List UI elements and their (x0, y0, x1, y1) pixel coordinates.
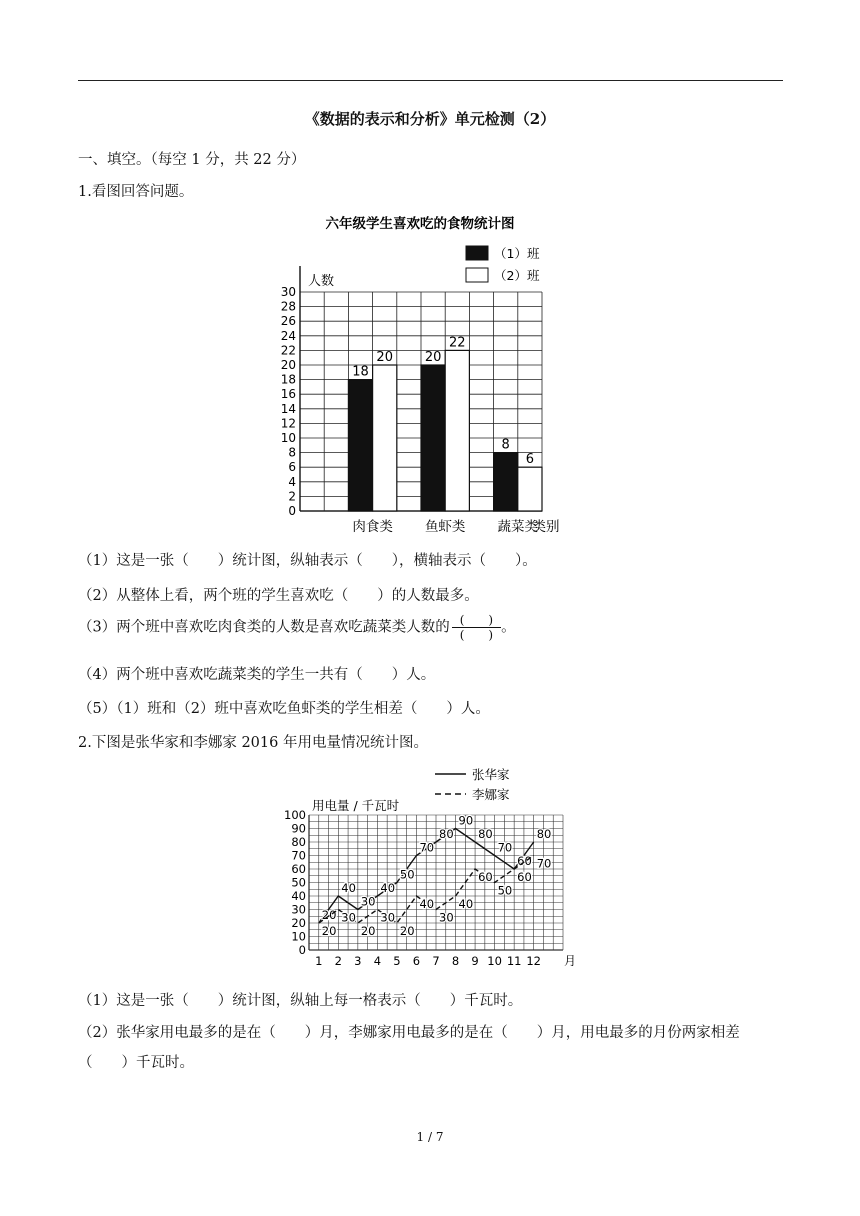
point-value-label: 20 (360, 924, 376, 938)
y-tick-label: 14 (280, 401, 296, 416)
y-tick-label: 30 (291, 902, 306, 917)
point-value-label: 20 (321, 924, 337, 938)
point-value-label: 70 (536, 856, 552, 871)
legend-label-2: （2）班 (494, 268, 540, 283)
bar-2-2 (445, 350, 469, 511)
point-value-label: 70 (419, 840, 435, 855)
x-tick-label: 6 (412, 954, 421, 968)
bar-1-3 (494, 453, 518, 511)
y-tick-label: 12 (280, 416, 296, 431)
y-tick-label: 8 (288, 445, 296, 460)
bar-2-3 (518, 467, 542, 511)
y-tick-label: 20 (280, 358, 296, 372)
y-tick-label: 18 (280, 372, 296, 387)
legend-label-1: （1）班 (494, 246, 540, 261)
bar-value-label: 8 (501, 437, 510, 453)
x-tick-label: 3 (354, 954, 362, 968)
legend-label-2: 李娜家 (472, 787, 510, 802)
x-tick-label: 8 (451, 954, 460, 968)
x-category-label: 蔬菜类 (497, 519, 539, 535)
bar-value-label: 22 (449, 335, 466, 351)
q1-sub-5: （5）（1）班和（2）班中喜欢吃鱼虾类的学生相差（ ）人。 (78, 701, 490, 717)
x-tick-label: 9 (471, 954, 479, 968)
line-chart (280, 760, 580, 975)
x-tick-label: 4 (373, 954, 382, 968)
bar-chart (270, 208, 570, 538)
point-value-label: 30 (360, 894, 376, 909)
y-tick-label: 100 (284, 808, 306, 822)
bar-1-1 (348, 380, 372, 511)
fraction-denominator: ( ) (459, 628, 494, 642)
fraction-blank (452, 613, 501, 642)
point-value-label: 30 (341, 910, 356, 925)
question-1-intro: 1.看图回答问题。 (78, 184, 194, 200)
q1-sub-3-text: （3）两个班中喜欢吃肉食类的人数是喜欢吃蔬菜类人数的 (78, 619, 450, 636)
x-tick-label: 2 (334, 954, 342, 968)
point-value-label: 20 (321, 908, 337, 922)
point-value-label: 80 (439, 827, 454, 841)
q1-sub-3-tail: 。 (501, 619, 516, 636)
point-value-label: 60 (517, 854, 532, 868)
y-tick-label: 90 (291, 821, 306, 836)
point-value-label: 40 (419, 897, 435, 911)
y-axis-label: 用电量 / 千瓦时 (312, 798, 400, 813)
y-tick-label: 0 (288, 504, 296, 518)
point-value-label: 40 (458, 897, 474, 911)
q1-sub-1: （1）这是一张（ ）统计图，纵轴表示（ ），横轴表示（ ）。 (78, 553, 537, 569)
fraction-numerator: ( ) (452, 613, 501, 628)
y-tick-label: 24 (280, 328, 296, 343)
y-tick-label: 80 (291, 835, 306, 849)
point-value-label: 50 (399, 867, 415, 882)
bar-value-label: 20 (376, 350, 393, 365)
point-value-label: 40 (380, 881, 396, 895)
x-axis-label: 类别 (532, 519, 560, 535)
y-tick-label: 4 (288, 474, 296, 489)
x-category-label: 肉食类 (352, 519, 393, 535)
y-tick-label: 22 (280, 343, 296, 358)
point-value-label: 80 (478, 827, 493, 841)
x-tick-label: 10 (487, 954, 502, 968)
section-heading: 一、填空。（每空 1 分，共 22 分） (78, 152, 306, 168)
y-tick-label: 0 (298, 943, 306, 957)
y-tick-label: 10 (280, 431, 296, 445)
point-value-label: 60 (478, 870, 493, 884)
q1-sub-2: （2）从整体上看，两个班的学生喜欢吃（ ）的人数最多。 (78, 588, 479, 604)
q1-sub-3 (78, 613, 516, 642)
y-tick-label: 6 (288, 460, 296, 475)
x-tick-label: 7 (432, 954, 440, 968)
y-tick-label: 28 (280, 299, 296, 314)
legend-swatch-2 (466, 268, 488, 282)
y-tick-label: 20 (291, 916, 306, 930)
x-tick-label: 11 (506, 954, 522, 968)
page-title: 《数据的表示和分析》单元检测（2） (304, 110, 556, 128)
point-value-label: 70 (497, 840, 513, 855)
x-category-label: 鱼虾类 (424, 519, 466, 535)
y-tick-label: 60 (291, 862, 306, 876)
bar-2-1 (373, 365, 397, 511)
point-value-label: 40 (341, 881, 356, 895)
y-axis-label: 人数 (308, 274, 335, 289)
legend-label-1: 张华家 (472, 767, 510, 782)
point-value-label: 20 (399, 924, 415, 938)
point-value-label: 30 (380, 910, 396, 925)
point-value-label: 30 (439, 910, 454, 925)
y-tick-label: 70 (291, 848, 306, 863)
q2-sub-2: （2）张华家用电最多的是在（ ）月，李娜家用电最多的是在（ ）月，用电最多的月份两家相差（ ）千瓦时。 (78, 1025, 740, 1071)
question-2-intro: 2.下图是张华家和李娜家 2016 年用电量情况统计图。 (78, 735, 428, 751)
point-value-label: 50 (497, 883, 513, 898)
y-tick-label: 50 (291, 875, 306, 890)
y-tick-label: 30 (280, 285, 296, 299)
x-tick-label: 5 (393, 954, 401, 968)
bar-chart-title: 六年级学生喜欢吃的食物统计图 (325, 216, 515, 232)
bar-value-label: 6 (525, 452, 535, 468)
point-value-label: 90 (458, 813, 474, 828)
q1-sub-4: （4）两个班中喜欢吃蔬菜类的学生一共有（ ）人。 (78, 667, 436, 683)
header-rule (78, 80, 783, 81)
y-tick-label: 10 (291, 929, 306, 944)
bar-1-2 (421, 365, 445, 511)
y-tick-label: 40 (291, 889, 306, 903)
bar-value-label: 20 (424, 350, 442, 365)
x-tick-label: 12 (526, 954, 542, 968)
bar-value-label: 18 (352, 364, 369, 380)
q2-sub-1: （1）这是一张（ ）统计图，纵轴上每一格表示（ ）千瓦时。 (78, 993, 523, 1009)
legend-swatch-1 (466, 246, 488, 260)
point-value-label: 80 (536, 827, 552, 841)
page-number: 1 / 7 (416, 1130, 444, 1144)
x-axis-label: 月 (564, 954, 577, 968)
y-tick-label: 16 (280, 387, 296, 402)
x-tick-label: 1 (315, 954, 323, 968)
y-tick-label: 2 (288, 489, 296, 504)
point-value-label: 60 (517, 870, 532, 884)
y-tick-label: 26 (280, 314, 296, 329)
